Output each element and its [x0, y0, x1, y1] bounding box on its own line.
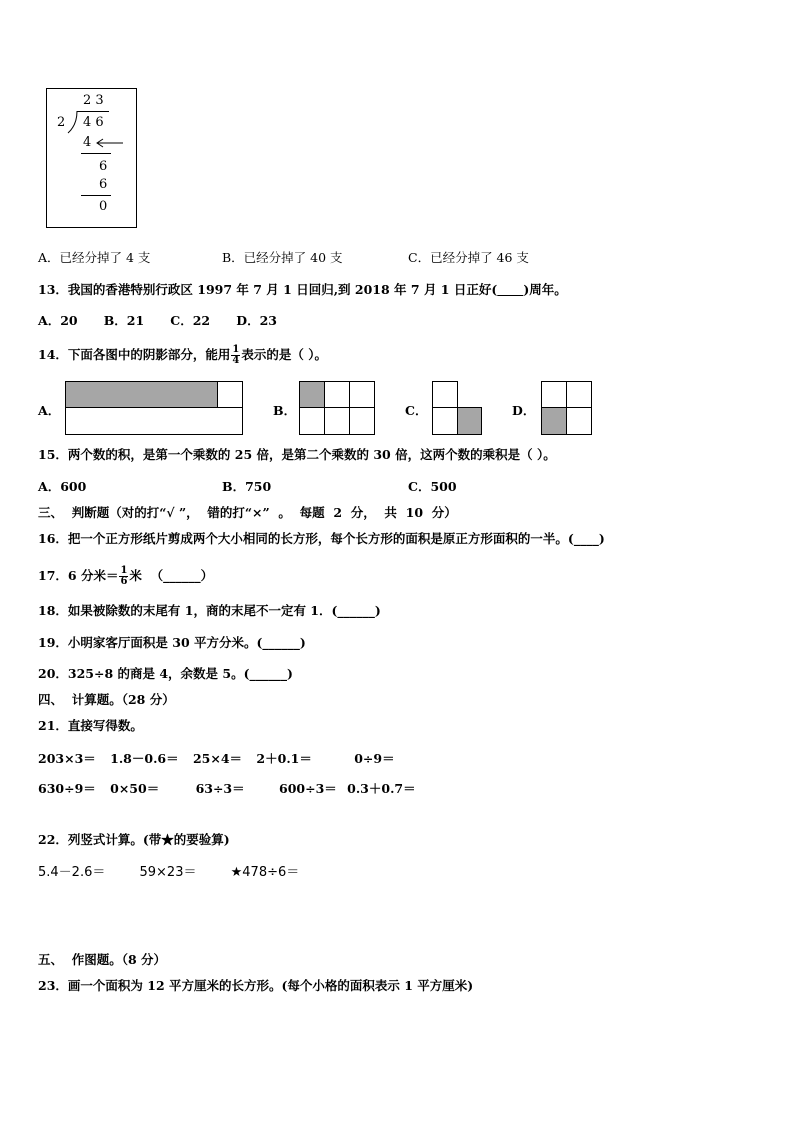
division-bar [77, 111, 109, 112]
division-figure [46, 88, 137, 228]
q14-figure-b[interactable] [299, 381, 375, 435]
q16-tail: ) [598, 531, 605, 546]
q14-d-shaded-cell [541, 407, 567, 435]
division-step-3: 6 [99, 177, 108, 192]
q16-stem [38, 531, 605, 547]
q20-blank[interactable]: ______ [249, 666, 288, 681]
q13-stem [38, 282, 567, 298]
q21-item: 25×4＝ [192, 751, 243, 766]
division-dividend: 4 6 [83, 115, 104, 130]
q17-text: 17．6 分米＝ [38, 568, 119, 583]
q14-figure-d[interactable] [541, 381, 592, 435]
q15-option-b: B．750 [222, 479, 272, 494]
q14-b-shaded-cell [299, 381, 325, 408]
division-remainder: 0 [99, 199, 108, 214]
q22-items [38, 865, 299, 881]
q15-stem: 15．两个数的积，是第一个乘数的 25 倍，是第二个乘数的 30 倍，这两个数的乘积是（ ）。 [38, 447, 556, 462]
q21-item: 0÷9＝ [354, 751, 395, 766]
q21-item: 600÷3＝ [279, 781, 337, 796]
q18-tail: ) [374, 603, 381, 618]
q13-tail: )周年。 [523, 282, 567, 297]
q21-item: 0.3＋0.7＝ [347, 781, 416, 796]
q17-fraction-numerator: 1 [120, 565, 128, 576]
q21-row-1 [38, 751, 395, 767]
q17-fraction [119, 566, 128, 587]
q14-label-a: A． [38, 403, 61, 418]
left-arrow-icon [95, 138, 125, 148]
q16-text: 16．把一个正方形纸片剪成两个大小相同的长方形，每个长方形的面积是原正方形面积的一半。( [38, 531, 574, 546]
q14-d-cell [566, 407, 592, 435]
division-bracket [67, 111, 79, 135]
q21-item: 0×50＝ [110, 781, 160, 796]
q15-option-a: A．600 [38, 479, 87, 494]
q14-label-b: B． [273, 403, 297, 418]
q17-stem [38, 566, 213, 587]
q23-stem: 23．画一个面积为 12 平方厘米的长方形。(每个小格的面积表示 1 平方厘米) [38, 978, 474, 993]
q14-b-cell [349, 381, 375, 408]
q21-item: 2＋0.1＝ [256, 751, 312, 766]
q21-item: 63÷3＝ [195, 781, 245, 796]
q21-item: 1.8－0.6＝ [110, 751, 179, 766]
q14-b-cell [324, 407, 350, 435]
q19-tail: ) [299, 635, 306, 650]
q22-item: 5.4－2.6＝ [38, 865, 106, 880]
q19-blank[interactable]: ______ [262, 635, 300, 650]
q20-text: 20．325÷8 的商是 4，余数是 5。( [38, 666, 250, 681]
division-step-2: 6 [99, 159, 108, 174]
q12-option-c: C．已经分掉了 46 支 [408, 250, 529, 265]
q20-tail: ) [287, 666, 293, 681]
q12-option-a: A．已经分掉了 4 支 [38, 250, 151, 265]
q13-options: A．20 B．21 C．22 D．23 [38, 313, 277, 328]
q14-text-after: 表示的是（ ）。 [241, 347, 327, 362]
q21-item: 203×3＝ [38, 751, 96, 766]
q14-a-cell [217, 381, 243, 408]
section-3-heading: 三、 判断题（对的打“√ ”， 错的打“×” 。 每题 2 分， 共 10 分） [38, 505, 457, 520]
q18-stem [38, 603, 381, 619]
q18-text: 18．如果被除数的末尾有 1，商的末尾不一定有 1．( [38, 603, 338, 618]
q14-fraction [231, 345, 240, 366]
q19-text: 19．小明家客厅面积是 30 平方分米。( [38, 635, 263, 650]
q13-text: 13．我国的香港特别行政区 1997 年 7 月 1 日回归,到 2018 年 7 月 1 日正好( [38, 282, 498, 297]
q16-blank[interactable]: ____ [573, 531, 599, 546]
q14-text: 14．下面各图中的阴影部分，能用 [38, 347, 231, 362]
q14-c-cell [432, 407, 458, 435]
division-rule-2 [81, 195, 111, 196]
section-5-heading: 五、 作图题。（8 分） [38, 952, 167, 967]
q20-stem [38, 666, 293, 682]
q14-a-shaded-cell [65, 381, 218, 408]
division-quotient: 2 3 [83, 93, 104, 108]
q22-item: ★478÷6＝ [230, 865, 300, 880]
q14-label-c: C． [405, 403, 428, 418]
q21-item: 630÷9＝ [38, 781, 96, 796]
q21-row-2 [38, 781, 416, 797]
q18-blank[interactable]: ______ [337, 603, 375, 618]
q17-text-after: 米 （ [129, 568, 164, 583]
q19-stem [38, 635, 306, 651]
q14-label-d: D． [512, 403, 536, 418]
q21-stem: 21．直接写得数。 [38, 718, 143, 733]
q14-figure-a[interactable] [65, 381, 243, 435]
q14-figure-c[interactable] [432, 381, 482, 435]
q14-fraction-denominator: 4 [232, 355, 240, 366]
q17-fraction-denominator: 6 [120, 576, 128, 587]
q14-b-cell [349, 407, 375, 435]
q14-b-cell [299, 407, 325, 435]
division-step-1: 4 [83, 135, 92, 150]
division-rule-1 [81, 153, 111, 154]
q14-d-cell [566, 381, 592, 408]
q12-option-b: B．已经分掉了 40 支 [222, 250, 343, 265]
q14-c-shaded-cell [457, 407, 482, 435]
q14-b-cell [324, 381, 350, 408]
q17-tail: ） [200, 568, 214, 583]
q13-blank[interactable] [497, 282, 523, 298]
q14-a-bottom-cell [65, 407, 243, 435]
q17-blank[interactable]: ______ [163, 568, 201, 583]
q15-option-c: C．500 [408, 479, 457, 494]
q14-d-cell [541, 381, 567, 408]
q14-stem [38, 345, 327, 366]
division-divisor: 2 [57, 115, 66, 130]
q22-item: 59×23＝ [139, 865, 197, 880]
q14-fraction-numerator: 1 [232, 344, 240, 355]
q22-stem: 22．列竖式计算。(带★的要验算) [38, 832, 230, 847]
q14-c-cell [432, 381, 458, 408]
section-4-heading: 四、 计算题。（28 分） [38, 692, 175, 707]
